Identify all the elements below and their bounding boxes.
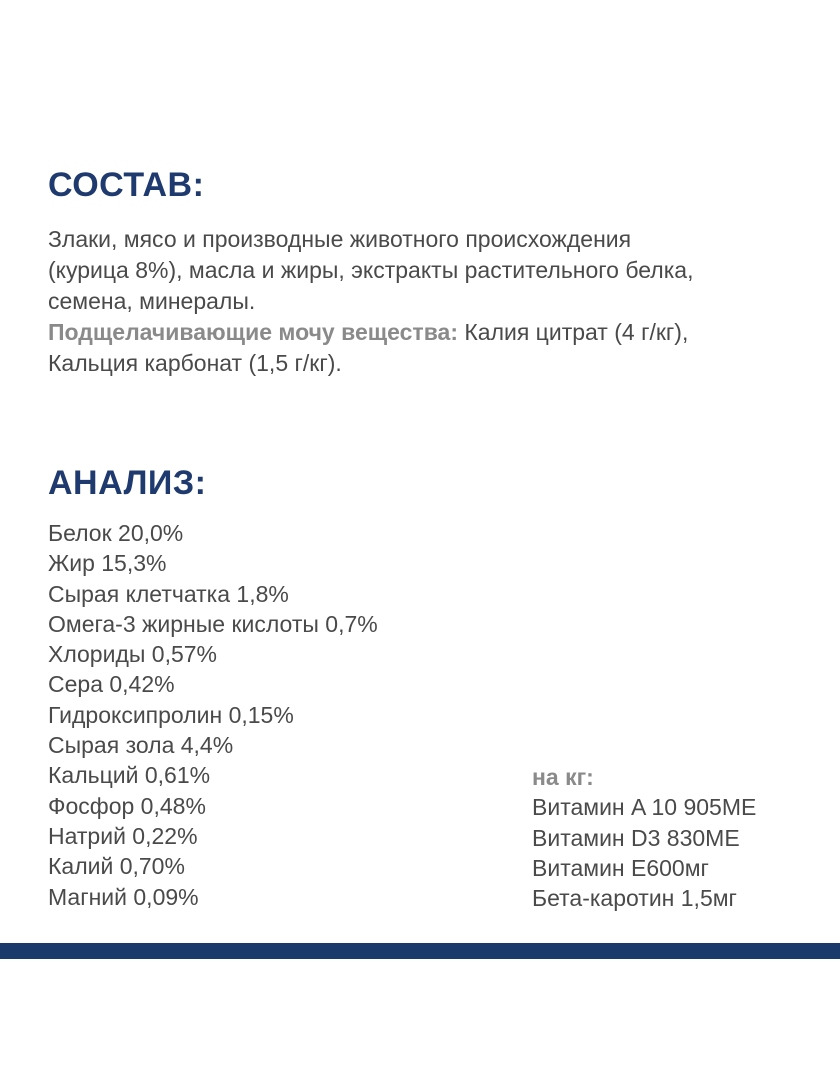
analysis-item: Кальций 0,61% — [48, 762, 211, 789]
composition-line: семена, минералы. — [48, 288, 256, 314]
analysis-item: Фосфор 0,48% — [48, 792, 206, 819]
analysis-list — [48, 518, 378, 912]
analysis-item: Сырая клетчатка 1,8% — [48, 580, 289, 607]
per-kg-title: на кг: — [532, 764, 594, 790]
vitamin-item: Бета-каротин 1,5мг — [532, 885, 737, 912]
analysis-item: Хлориды 0,57% — [48, 641, 218, 668]
analysis-item: Натрий 0,22% — [48, 822, 198, 849]
analysis-item: Магний 0,09% — [48, 883, 199, 910]
analysis-item: Жир 15,3% — [48, 550, 167, 577]
bottom-divider-bar — [0, 943, 840, 959]
per-kg-list — [532, 762, 756, 913]
analysis-item: Омега-3 жирные кислоты 0,7% — [48, 610, 378, 637]
analysis-item: Калий 0,70% — [48, 853, 185, 880]
alkalizing-label: Подщелачивающие мочу вещества: — [48, 319, 458, 345]
analysis-item: Гидроксипролин 0,15% — [48, 701, 294, 728]
analysis-item: Сырая зола 4,4% — [48, 732, 234, 759]
composition-text — [48, 224, 828, 379]
vitamin-item: Витамин D3 830МЕ — [532, 824, 740, 851]
analysis-item: Белок 20,0% — [48, 520, 184, 546]
vitamin-item: Витамин A 10 905МЕ — [532, 794, 757, 821]
vitamin-item: Витамин E600мг — [532, 854, 709, 881]
alkalizing-line — [48, 317, 828, 348]
composition-line: Злаки, мясо и производные животного происхождения — [48, 226, 632, 252]
composition-line: Кальция карбонат (1,5 г/кг). — [48, 350, 342, 376]
alkalizing-text: Калия цитрат (4 г/кг), — [457, 319, 689, 345]
composition-line: (курица 8%), масла и жиры, экстракты растительного белка, — [48, 257, 694, 283]
composition-heading: СОСТАВ: — [48, 166, 205, 204]
analysis-item: Сера 0,42% — [48, 671, 175, 698]
analysis-heading: АНАЛИЗ: — [48, 464, 207, 502]
